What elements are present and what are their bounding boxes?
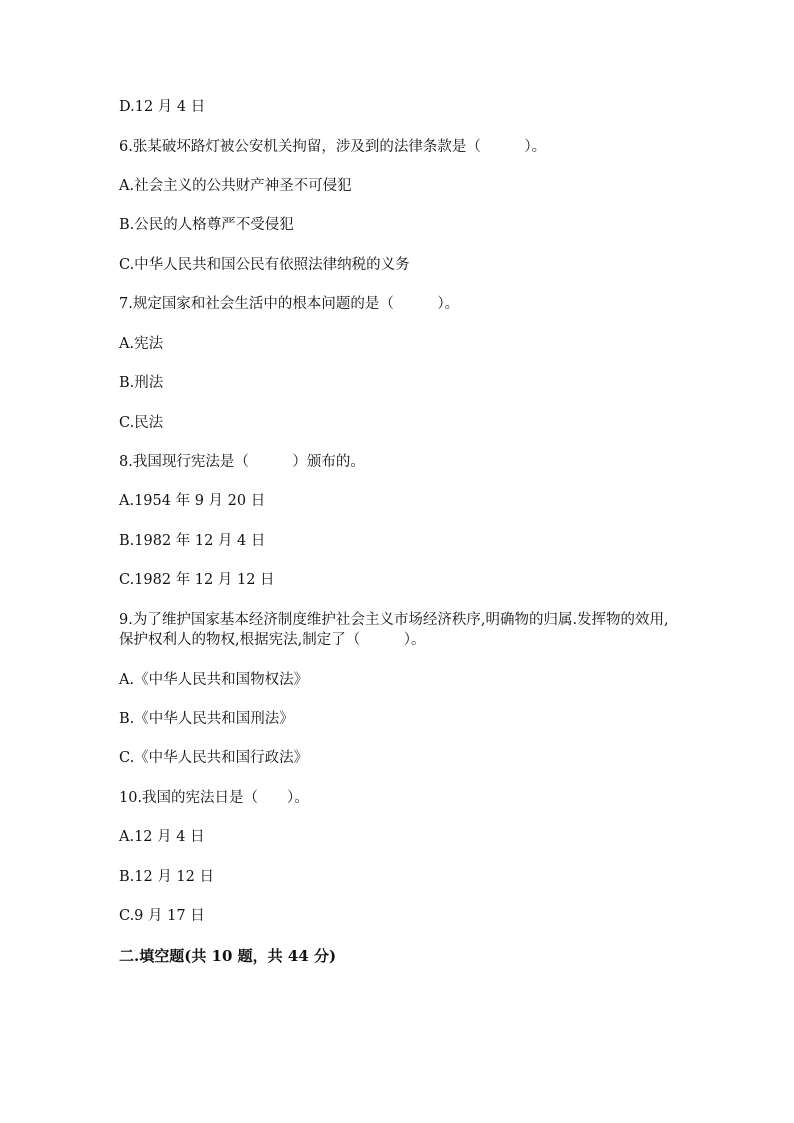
section-title-fill-in: 二.填空题(共 10 题，共 44 分) — [119, 947, 337, 965]
option-a-q9: A.《中华人民共和国物权法》 — [119, 672, 309, 688]
option-c-q7: C.民法 — [119, 415, 164, 431]
option-c-q10: C.9 月 17 日 — [119, 908, 205, 924]
option-c-q8: C.1982 年 12 月 12 日 — [119, 572, 275, 588]
question-10: 10.我国的宪法日是（ ）。 — [119, 790, 309, 806]
option-b-q8: B.1982 年 12 月 4 日 — [119, 533, 266, 549]
option-a-q7: A.宪法 — [119, 336, 164, 352]
option-c-q6: C.中华人民共和国公民有依照法律纳税的义务 — [119, 257, 410, 273]
option-a-q8: A.1954 年 9 月 20 日 — [119, 493, 266, 509]
option-b-q10: B.12 月 12 日 — [119, 869, 214, 885]
option-b-q9: B.《中华人民共和国刑法》 — [119, 711, 294, 727]
question-8: 8.我国现行宪法是（ ）颁布的。 — [119, 454, 365, 470]
option-a-q6: A.社会主义的公共财产神圣不可侵犯 — [119, 178, 352, 194]
option-d-q5: D.12 月 4 日 — [119, 99, 206, 115]
option-c-q9: C.《中华人民共和国行政法》 — [119, 750, 309, 766]
question-9: 9.为了维护国家基本经济制度维护社会主义市场经济秩序,明确物的归属.发挥物的效用,保护权利人的物权,根据宪法,制定了（ ）。 — [119, 612, 669, 648]
option-a-q10: A.12 月 4 日 — [119, 829, 205, 845]
question-7: 7.规定国家和社会生活中的根本问题的是（ ）。 — [119, 296, 460, 312]
question-6: 6.张某破坏路灯被公安机关拘留，涉及到的法律条款是（ ）。 — [119, 139, 547, 155]
option-b-q7: B.刑法 — [119, 375, 164, 391]
option-b-q6: B.公民的人格尊严不受侵犯 — [119, 217, 294, 233]
